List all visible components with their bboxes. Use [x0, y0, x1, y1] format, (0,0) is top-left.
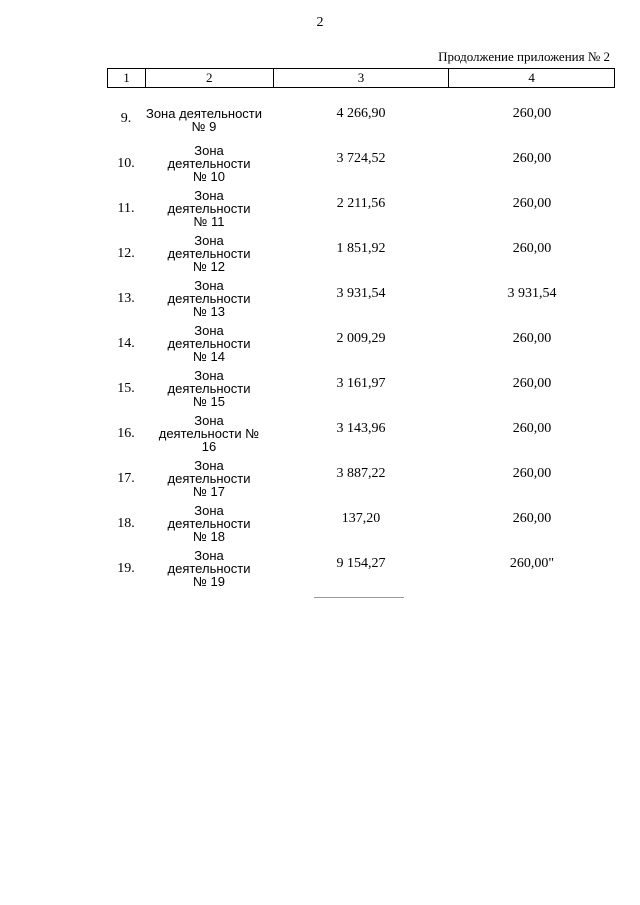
continuation-note: Продолжение приложения № 2: [438, 49, 610, 64]
zone-area: 3 887,22: [336, 466, 386, 481]
zone-name: Зона деятельности № 18: [167, 503, 251, 544]
row-number: 19.: [117, 560, 135, 576]
zone-value: 260,00: [512, 106, 552, 121]
zone-area: 3 161,97: [336, 376, 386, 391]
table-row: [107, 231, 615, 276]
zone-area: 2 211,56: [336, 196, 386, 211]
zone-name: Зона деятельности № 11: [167, 188, 251, 229]
table-row: [107, 141, 615, 186]
zone-area: 1 851,92: [336, 241, 386, 256]
row-number: 13.: [117, 290, 135, 306]
zone-name: Зона деятельности № 16: [158, 413, 260, 454]
table-row: [107, 366, 615, 411]
row-number: 12.: [117, 245, 135, 261]
zone-area: 3 143,96: [336, 421, 386, 436]
zone-value: 3 931,54: [507, 286, 557, 301]
zone-value: 260,00: [512, 196, 552, 211]
table-body: [107, 96, 615, 591]
zone-value: 260,00: [512, 421, 552, 436]
row-number: 17.: [117, 470, 135, 486]
zone-name: Зона деятельности № 17: [167, 458, 251, 499]
page-number: 2: [316, 15, 324, 30]
table-row: [107, 411, 615, 456]
zone-area: 3 724,52: [336, 151, 386, 166]
zone-value: 260,00: [512, 151, 552, 166]
zone-value: 260,00": [509, 556, 555, 571]
row-number: 18.: [117, 515, 135, 531]
table-row: [107, 276, 615, 321]
row-number: 11.: [117, 200, 135, 216]
zone-name: Зона деятельности № 14: [167, 323, 251, 364]
row-number: 9.: [120, 110, 132, 126]
zone-area: 3 931,54: [336, 286, 386, 301]
row-number: 15.: [117, 380, 135, 396]
zone-name: Зона деятельности № 10: [167, 143, 251, 184]
header-col-3: 3: [273, 69, 449, 88]
row-number: 10.: [117, 155, 135, 171]
table-row: [107, 546, 615, 591]
zone-area: 2 009,29: [336, 331, 386, 346]
header-col-1: 1: [108, 69, 146, 88]
table-row: [107, 501, 615, 546]
zone-name: Зона деятельности № 13: [167, 278, 251, 319]
zone-name: Зона деятельности № 12: [167, 233, 251, 274]
zone-value: 260,00: [512, 376, 552, 391]
zone-value: 260,00: [512, 241, 552, 256]
row-number: 14.: [117, 335, 135, 351]
table-row: [107, 96, 615, 141]
zone-value: 260,00: [512, 331, 552, 346]
zone-value: 260,00: [512, 511, 552, 526]
end-separator-line: [314, 597, 404, 598]
zone-name: Зона деятельности № 19: [167, 548, 251, 589]
table-row: [107, 321, 615, 366]
zone-area: 4 266,90: [336, 106, 386, 121]
table-row: [107, 456, 615, 501]
zone-name: Зона деятельности № 9: [145, 105, 263, 134]
table-row: [107, 186, 615, 231]
table-header: [107, 68, 615, 88]
row-number: 16.: [117, 425, 135, 441]
header-col-2: 2: [145, 69, 273, 88]
zone-name: Зона деятельности № 15: [167, 368, 251, 409]
zone-area: 9 154,27: [336, 556, 386, 571]
zone-value: 260,00: [512, 466, 552, 481]
zone-area: 137,20: [341, 511, 381, 526]
header-col-4: 4: [449, 69, 615, 88]
